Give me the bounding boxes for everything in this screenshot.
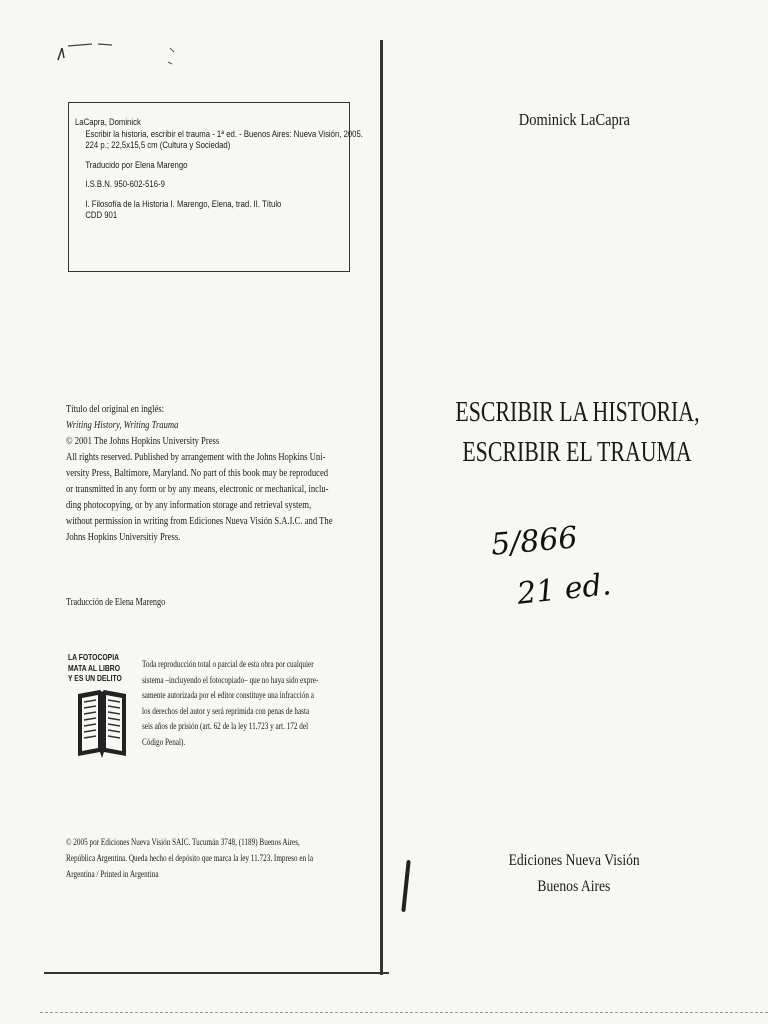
scan-edge [40,1012,768,1014]
logo-line: Y ES UN DELITO [68,673,122,683]
rights-line: ding photocopying, or by any information storage and retrieval system, [66,500,312,511]
warning-line: samente autorizada por el editor constituye una infracción a [142,690,314,700]
handwritten-line: 21 ed. [515,567,613,612]
logo-line: LA FOTOCOPIA [68,652,119,662]
catalog-subjects: I. Filosofía de la Historia I. Marengo, Elena, trad. II. Título [85,198,282,209]
book-title [400,393,754,473]
rights-line: or transmitted in any form or by any means, electronic or mechanical, inclu- [66,484,329,495]
warning-line: seis años de prisión (art. 62 de la ley 11.723 y art. 172 del [142,721,309,731]
page-bottom-rule [44,972,389,974]
original-copyright: © 2001 The Johns Hopkins University Press [66,436,220,447]
book-spine-line [380,40,383,975]
publisher-name: Ediciones Nueva Visión [508,852,640,869]
logo-line: MATA AL LIBRO [68,662,120,673]
translation-credit: Traducción de Elena Marengo [66,597,166,608]
title-line: ESCRIBIR EL TRAUMA [462,437,692,468]
catalog-card [68,102,363,272]
title-line: ESCRIBIR LA HISTORIA, [454,397,700,428]
copyright-line: © 2005 por Ediciones Nueva Visión SAIC. Tucumán 3748, (1189) Buenos Aires, [66,837,300,847]
publisher-city: Buenos Aires [537,878,611,895]
copyright-line: Argentina / Printed in Argentina [66,869,159,879]
handwritten-line: 5/866 [489,520,579,563]
catalog-physical: 224 p.; 22,5x15,5 cm (Cultura y Sociedad) [85,140,231,150]
handwritten-note [487,520,617,634]
warning-line: Código Penal). [142,736,186,747]
pen-mark-icon [52,38,182,68]
original-title-label: Título del original en inglés: [66,404,165,415]
rights-line: without permission in writing from Ediciones Nueva Visión S.A.I.C. and The [66,516,333,527]
rights-line: Johns Hopkins Universitiy Press. [66,532,181,543]
publisher-block [380,848,768,900]
warning-line: los derechos del autor y será reprimida con penas de hasta [142,705,310,716]
fotocopia-logo [68,652,134,762]
catalog-author: LaCapra, Dominick [75,117,141,127]
book-icon [76,688,128,760]
warning-line: Toda reproducción total o parcial de esta obra por cualquier [142,659,314,669]
catalog-title: Escribir la historia, escribir el trauma - 1ª ed. - Buenos Aires: Nueva Visión, 2005. [85,128,363,139]
copyright-line: República Argentina. Queda hecho el depósito que marca la ley 11.723. Impreso en la [66,853,314,863]
catalog-isbn: I.S.B.N. 950-602-516-9 [85,179,165,189]
rights-line: versity Press, Baltimore, Maryland. No part of this book may be reproduced [66,468,329,479]
catalog-cdd: CDD 901 [85,210,118,220]
warning-line: sistema –incluyendo el fotocopiado– que no haya sido expre- [142,674,319,685]
reproduction-warning [142,657,378,750]
rights-line: All rights reserved. Published by arrangement with the Johns Hopkins Uni- [66,452,326,463]
edition-copyright [66,834,376,882]
original-title: Writing History, Writing Trauma [66,420,179,431]
original-title-block [66,402,366,546]
catalog-translator: Traducido por Elena Marengo [85,159,188,170]
author-name: Dominick LaCapra [518,110,630,129]
